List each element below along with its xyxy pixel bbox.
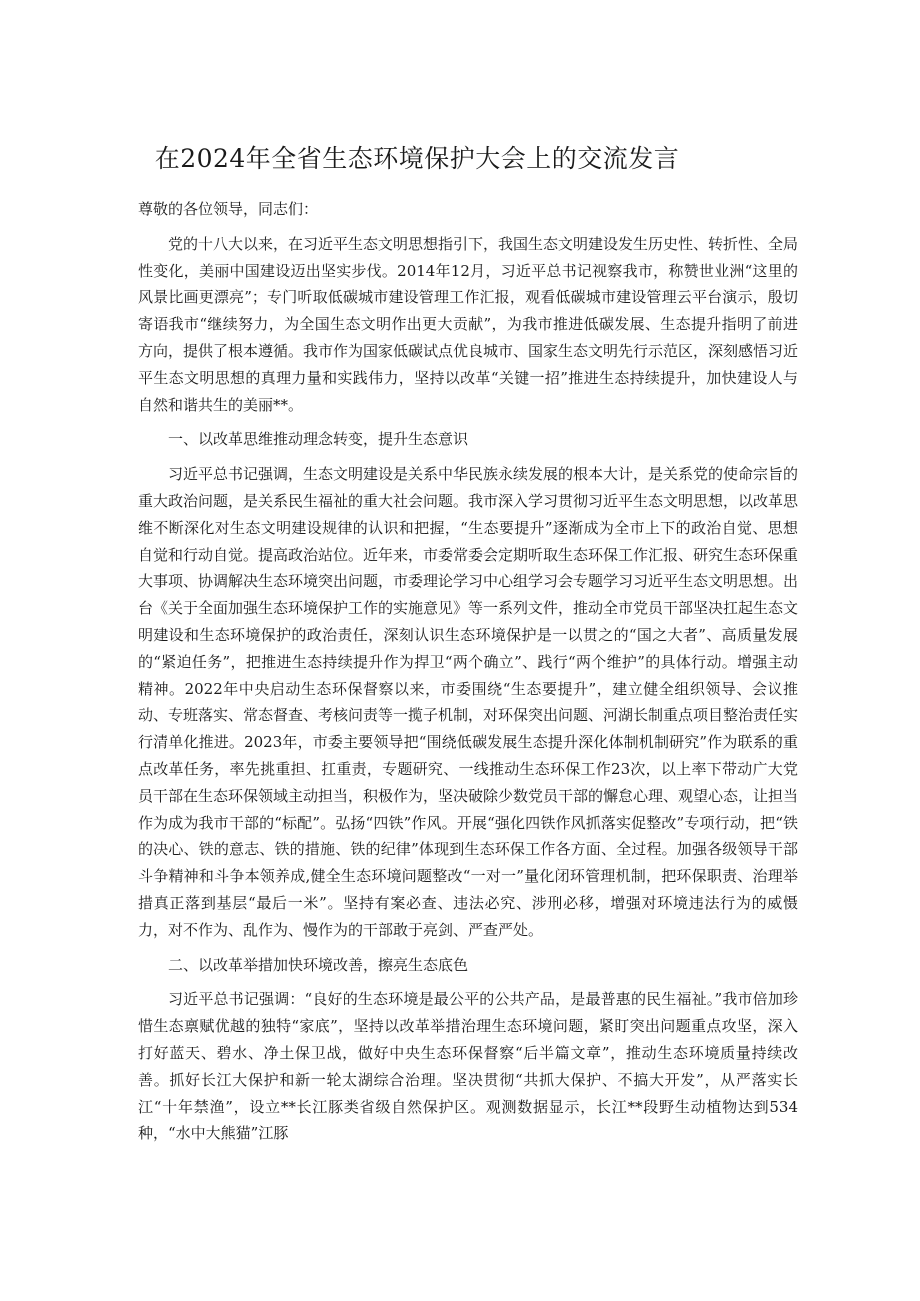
salutation: 尊敬的各位领导，同志们： (138, 200, 319, 218)
document-body (138, 196, 798, 1147)
section-1-paragraph: 习近平总书记强调，生态文明建设是关系中华民族永续发展的根本大计，是关系党的使命宗旨的重大政治问题，是关系民生福祉的重大社会问题。我市深入学习贯彻习近平生态文明思想，以改革思维不断深化对生态文明建设规律的认识和把握，“生态要提升”逐渐成为全市上下的政治自觉、思想自觉和行动自觉。提高政治站位。近年来，市委常委会定期听取生态环保工作汇报、研究生态环保重大事项、协调解决生态环境突出问题，市委理论学习中心组学习会专题学习习近平生态文明思想。出台《关于全面加强生态环境保护工作的实施意见》等一系列文件，推动全市党员干部坚决扛起生态文明建设和生态环境保护的政治责任，深刻认识生态环境保护是一以贯之的“国之大者”、高质量发展的“紧迫任务”，把推进生态持续提升作为捍卫“两个确立”、践行“两个维护”的具体行动。增强主动精神。2022年中央启动生态环保督察以来，市委围绕“生态要提升”，建立健全组织领导、会议推动、专班落实、常态督查、考核问责等一揽子机制，对环保突出问题、河湖长制重点项目整治责任实行清单化推进。2023年，市委主要领导把“围绕低碳发展生态提升深化体制机制研究”作为联系的重点改革任务，率先挑重担、扛重责，专题研究、一线推动生态环保工作23次，以上率下带动广大党员干部在生态环保领域主动担当，积极作为，坚决破除少数党员干部的懈怠心理、观望心态，让担当作为成为我市干部的“标配”。弘扬“四铁”作风。开展“强化四铁作风抓落实促整改”专项行动，把“铁的决心、铁的意志、铁的措施、铁的纪律”体现到生态环保工作各方面、全过程。加强各级领导干部斗争精神和斗争本领养成,健全生态环境问题整改“一对一”量化闭环管理机制，把环保职责、治理举措真正落到基层“最后一米”。坚持有案必查、违法必究、涉刑必移，增强对环境违法行为的威慑力，对不作为、乱作为、慢作为的干部敢于亮剑、严查严处。 (138, 465, 799, 939)
section-2-heading: 二、以改革举措加快环境改善，擦亮生态底色 (168, 955, 469, 974)
intro-paragraph: 党的十八大以来，在习近平生态文明思想指引下，我国生态文明建设发生历史性、转折性、全局性变化，美丽中国建设迈出坚实步伐。2014年12月，习近平总书记视察我市，称赞世业洲“这里的风景比画更漂亮”；专门听取低碳城市建设管理工作汇报，观看低碳城市建设管理云平台演示，殷切寄语我市“继续努力，为全国生态文明作出更大贡献”，为我市推进低碳发展、生态提升指明了前进方向，提供了根本遵循。我市作为国家低碳试点优良城市、国家生态文明先行示范区，深刻感悟习近平生态文明思想的真理力量和实践伟力，坚持以改革“关键一招”推进生态持续提升，加快建设人与自然和谐共生的美丽**。 (138, 234, 799, 414)
section-2-paragraph: 习近平总书记强调：“良好的生态环境是最公平的公共产品，是最普惠的民生福祉。”我市倍加珍惜生态禀赋优越的独特“家底”，坚持以改革举措治理生态环境问题，紧盯突出问题重点攻坚，深入打好蓝天、碧水、净土保卫战，做好中央生态环保督察“后半篇文章”，推动生态环境质量持续改善。抓好长江大保护和新一轮太湖综合治理。坚决贯彻“共抓大保护、不搞大开发”，从严落实长江“十年禁渔”，设立**长江豚类省级自然保护区。观测数据显示，长江**段野生动植物达到534种，“水中大熊猫”江豚 (138, 990, 798, 1143)
document-title: 在2024年全省生态环境保护大会上的交流发言 (154, 144, 680, 173)
section-1-heading: 一、以改革思维推动理念转变，提升生态意识 (168, 430, 469, 449)
